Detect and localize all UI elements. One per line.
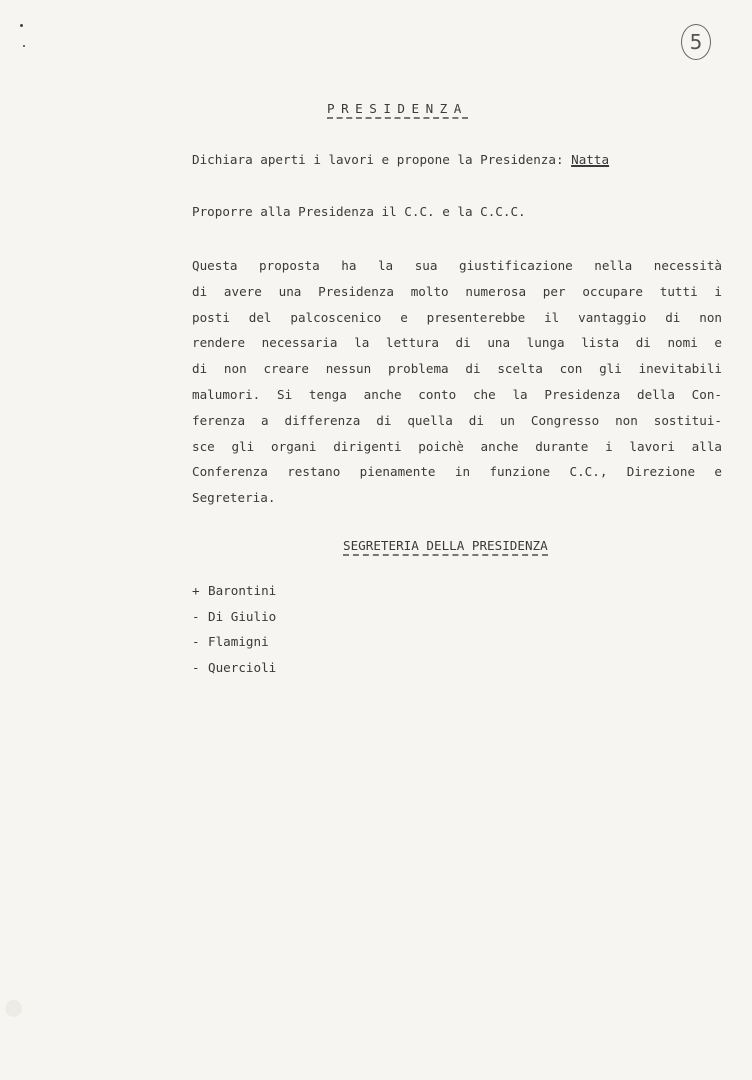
secretariat-member-list (192, 578, 276, 680)
page-number-circled: 5 (681, 24, 711, 60)
list-item (192, 604, 276, 630)
list-item (192, 578, 276, 604)
justification-paragraph (192, 253, 722, 511)
opening-text: Dichiara aperti i lavori e propone la Presidenza: (192, 152, 564, 167)
archive-watermark: ● (4, 995, 25, 1020)
ink-speck (20, 24, 23, 27)
paragraph-line: posti del palcoscenico e presenterebbe il vantaggio di non (192, 309, 722, 325)
list-item (192, 629, 276, 655)
opening-line (192, 152, 609, 167)
paragraph-line: di non creare nessun problema di scelta con gli inevitabili (192, 361, 722, 377)
member-name: Barontini (208, 583, 277, 598)
paragraph-line: sce gli organi dirigenti poichè anche durante i lavori alla (192, 438, 722, 454)
list-marker: - (192, 634, 200, 650)
list-marker: - (192, 608, 200, 624)
list-marker: - (192, 659, 200, 675)
page-title: PRESIDENZA (327, 101, 468, 119)
paragraph-line: Questa proposta ha la sua giustificazione nella necessità (192, 258, 722, 273)
paragraph-line: ferenza a differenza di quella di un Congresso non sostitui- (192, 412, 722, 428)
list-marker: + (192, 583, 200, 598)
paragraph-line: di avere una Presidenza molto numerosa per occupare tutti i (192, 283, 722, 299)
list-item (192, 655, 276, 681)
paragraph-line: rendere necessaria la lettura di una lunga lista di nomi e (192, 335, 722, 351)
ink-speck (23, 45, 25, 47)
president-name: Natta (571, 152, 610, 167)
proposal-line: Proporre alla Presidenza il C.C. e la C.C.C. (192, 204, 526, 219)
secretariat-heading: SEGRETERIA DELLA PRESIDENZA (343, 538, 548, 556)
paragraph-line: malumori. Si tenga anche conto che la Presidenza della Con- (192, 386, 722, 402)
member-name: Di Giulio (208, 608, 277, 624)
member-name: Quercioli (208, 659, 277, 675)
paragraph-line: Conferenza restano pienamente in funzione C.C., Direzione e (192, 464, 722, 480)
member-name: Flamigni (208, 634, 269, 650)
paragraph-line: Segreteria. (192, 490, 276, 506)
